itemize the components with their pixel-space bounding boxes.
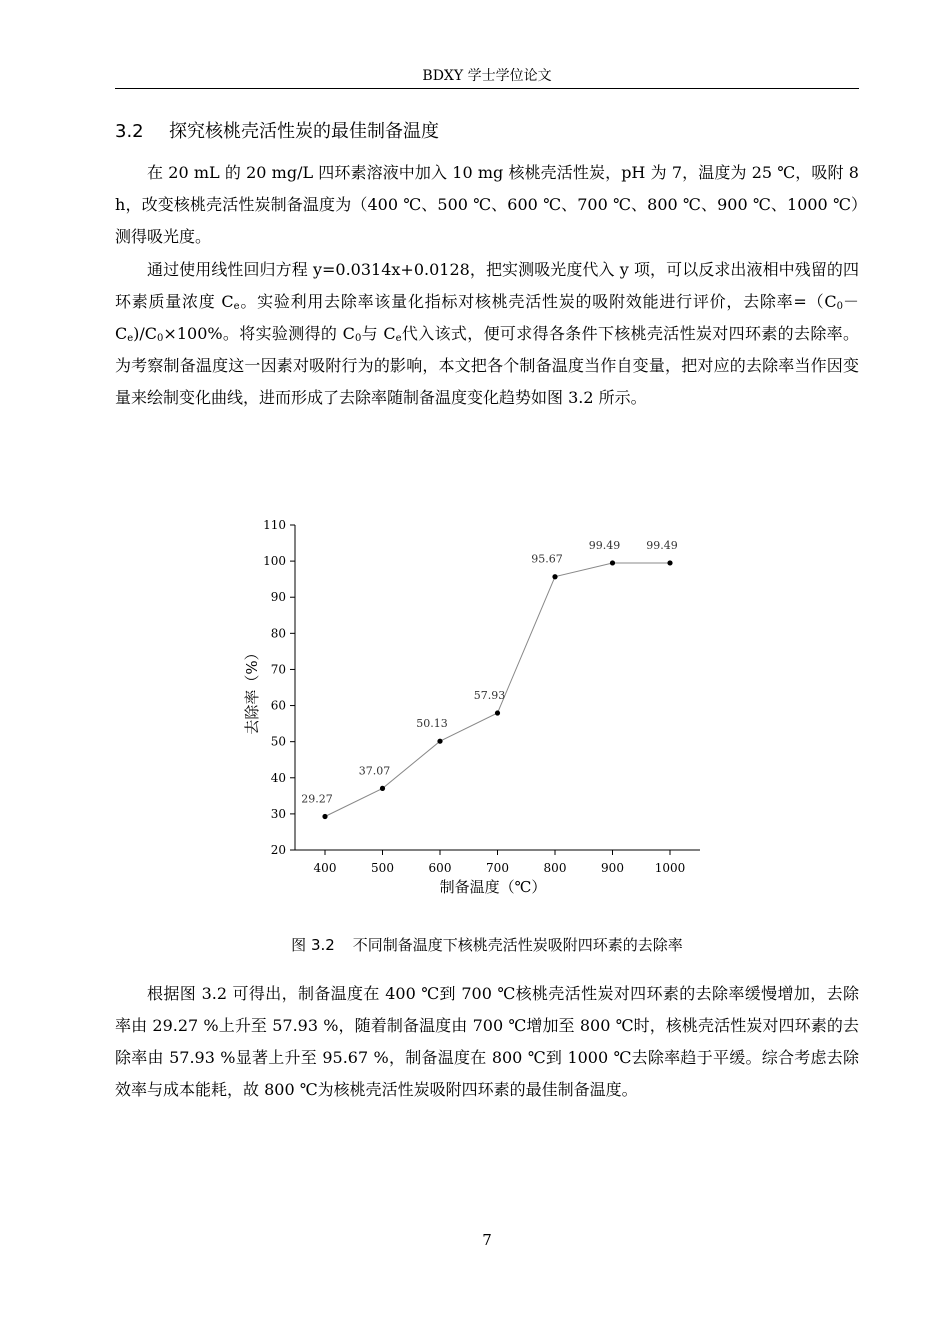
page-number: 7 bbox=[482, 1231, 492, 1249]
x-axis-label: 制备温度（℃） bbox=[439, 878, 547, 896]
y-tick-label: 20 bbox=[270, 843, 286, 857]
y-tick-label: 100 bbox=[263, 554, 286, 569]
p2-text-b: 。实验利用去除率该量化指标对核桃壳活性炭的吸附效能进行评价，去除率=（C bbox=[239, 292, 837, 311]
y-tick-label: 50 bbox=[270, 734, 286, 749]
data-label: 95.67 bbox=[531, 552, 563, 566]
subscript-0: 0 bbox=[354, 333, 362, 344]
data-label: 99.49 bbox=[588, 538, 621, 552]
data-point bbox=[667, 560, 672, 565]
data-label: 57.93 bbox=[473, 689, 506, 703]
subscript-e: e bbox=[233, 301, 240, 312]
y-tick-label: 80 bbox=[270, 626, 286, 641]
data-label: 99.49 bbox=[646, 538, 678, 552]
data-point bbox=[437, 739, 442, 744]
y-tick-label: 30 bbox=[270, 806, 286, 821]
p2-text-d: )/C bbox=[133, 324, 158, 343]
x-tick-label: 900 bbox=[601, 861, 624, 875]
removal-rate-line-chart bbox=[235, 505, 715, 910]
chart-points bbox=[301, 539, 678, 819]
section-title: 探究核桃壳活性炭的最佳制备温度 bbox=[169, 121, 439, 142]
figure-label: 图 3.2 bbox=[291, 936, 335, 954]
data-point bbox=[380, 786, 385, 791]
y-tick-label: 90 bbox=[270, 590, 286, 605]
data-label: 29.27 bbox=[301, 792, 333, 806]
data-label: 37.07 bbox=[358, 764, 391, 778]
subscript-e: e bbox=[127, 333, 134, 344]
y-tick-label: 110 bbox=[263, 518, 286, 532]
y-axis-label: 去除率（%） bbox=[243, 645, 261, 735]
data-point bbox=[552, 574, 557, 579]
subscript-0: 0 bbox=[157, 333, 164, 344]
y-tick-label: 70 bbox=[270, 662, 286, 677]
section-number: 3.2 bbox=[115, 121, 144, 142]
p2-text-f: 与 C bbox=[361, 324, 396, 343]
paragraph-conclusion: 根据图 3.2 可得出，制备温度在 400 ℃到 700 ℃核桃壳活性炭对四环素的去除率缓慢增加，去除率由 29.27 %上升至 57.93 %，随着制备温度由 700 ℃增加至 800 ℃时，核桃壳活性炭对四环素的去除率由 57.93 %显著上升至 95.67 %，制备温度在 800 ℃到 1000 ℃去除率趋于平缓。综合考虑去除效率与成本能耗，故 800 ℃为核桃壳活性炭吸附四环素的最佳制备温度。 bbox=[115, 984, 859, 1099]
x-tick-label: 1000 bbox=[654, 861, 686, 875]
subscript-e: e bbox=[395, 333, 402, 344]
p2-text-e: ×100%。将实验测得的 C bbox=[163, 324, 355, 343]
x-tick-label: 700 bbox=[486, 861, 509, 875]
paragraph-experiment-conditions: 在 20 mL 的 20 mg/L 四环素溶液中加入 10 mg 核桃壳活性炭，pH 为 7，温度为 25 ℃，吸附 8 h，改变核桃壳活性炭制备温度为（400 ℃、500 ℃、600 ℃、700 ℃、800 ℃、900 ℃、1000 ℃）测得吸光度。 bbox=[115, 163, 859, 246]
running-header: BDXY 学士学位论文 bbox=[422, 68, 552, 84]
p2-text-c: －C bbox=[115, 292, 859, 343]
x-tick-label: 600 bbox=[428, 861, 452, 875]
subscript-0: 0 bbox=[836, 301, 843, 312]
header-rule bbox=[115, 88, 859, 89]
y-tick-label: 60 bbox=[270, 698, 286, 713]
x-tick-label: 400 bbox=[313, 861, 337, 875]
data-point bbox=[610, 560, 615, 565]
data-label: 50.13 bbox=[416, 717, 448, 731]
section-heading bbox=[115, 120, 439, 144]
x-tick-label: 500 bbox=[371, 861, 394, 875]
x-tick-label: 800 bbox=[543, 861, 567, 875]
y-tick-label: 40 bbox=[270, 770, 286, 785]
data-point bbox=[495, 710, 500, 715]
paragraph-removal-rate-method bbox=[115, 254, 859, 414]
p2-text-a: 通过使用线性回归方程 y=0.0314x+0.0128，把实测吸光度代入 y 项，可以反求出液相中残留的四环素质量浓度 C bbox=[115, 260, 859, 311]
data-point bbox=[322, 814, 327, 819]
p2-text-g: 代入该式，便可求得各条件下核桃壳活性炭对四环素的去除率。为考察制备温度这一因素对吸附行为的影响，本文把各个制备温度当作自变量，把对应的去除率当作因变量来绘制变化曲线，进而形成了去除率随制备温度变化趋势如图 3.2 所示。 bbox=[115, 324, 859, 407]
figure-caption-text: 不同制备温度下核桃壳活性炭吸附四环素的去除率 bbox=[352, 936, 683, 954]
figure-caption bbox=[115, 934, 859, 956]
